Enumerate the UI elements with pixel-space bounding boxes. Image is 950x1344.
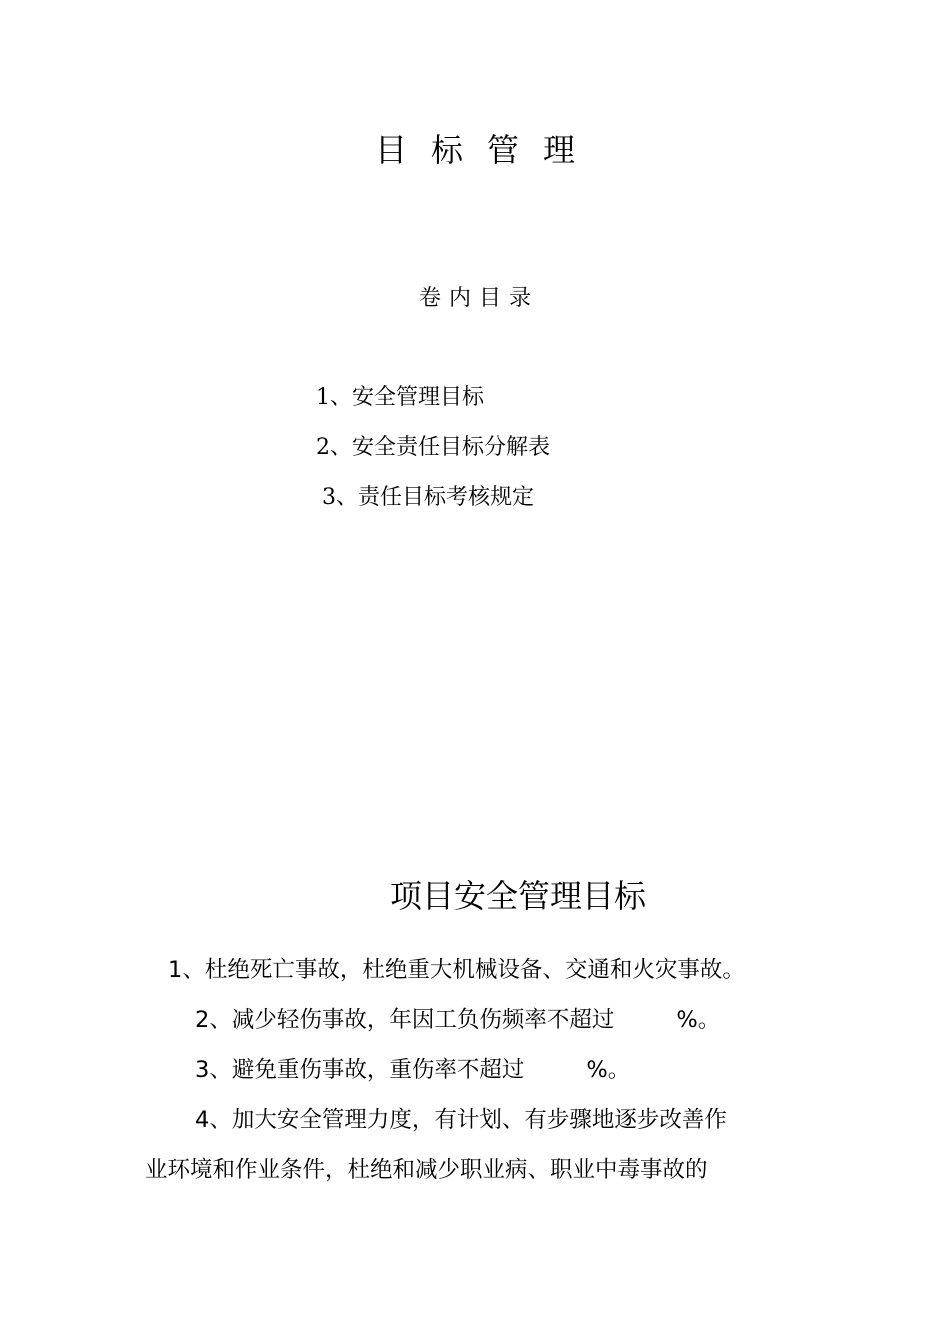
goal-paragraph-4-line-2: 业环境和作业条件，杜绝和减少职业病、职业中毒事故的 [145,1157,708,1183]
section-title: 项目安全管理目标 [390,877,647,915]
toc-item-number: 1 [316,385,330,410]
percent-suffix: %。 [586,1057,631,1083]
toc-item-separator: 、 [330,435,353,460]
cover-title: 目标管理 [374,131,599,169]
toc-heading: 卷内目录 [418,286,539,311]
toc-item-label: 安全责任目标分解表 [352,435,551,460]
toc-item-label: 安全管理目标 [352,385,485,410]
goal-paragraph-3 [195,1055,630,1085]
goal-paragraph-1: 1、杜绝死亡事故，杜绝重大机械设备、交通和火灾事故。 [168,957,745,983]
toc-item-separator: 、 [336,485,359,510]
goal-text: 3、避免重伤事故，重伤率不超过 [195,1057,525,1083]
toc-item [316,383,484,413]
toc-item-number: 3 [322,485,336,510]
toc-item-separator: 、 [330,385,353,410]
percent-suffix: %。 [676,1007,721,1033]
toc-item [322,483,534,513]
goal-paragraph-2 [195,1005,720,1035]
toc-item [316,433,550,463]
goal-text: 2、减少轻伤事故，年因工负伤频率不超过 [195,1007,615,1033]
goal-paragraph-4-line-1: 4、加大安全管理力度，有计划、有步骤地逐步改善作 [195,1107,727,1133]
toc-item-number: 2 [316,435,330,460]
toc-item-label: 责任目标考核规定 [358,485,535,510]
